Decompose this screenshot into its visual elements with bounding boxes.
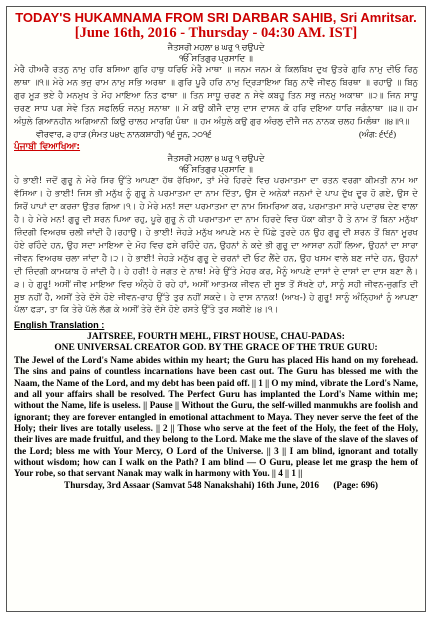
gurbani-ang: (ਅੰਗ: ੬੯੬) [358,129,396,139]
date-time-line: [June 16th, 2016 - Thursday - 04:30 AM. IST] [74,25,358,41]
gurbani-mool-mantar: ੴ ਸਤਿਗੁਰ ਪ੍ਰਸਾਦਿ ॥ [179,54,253,64]
gurbani-day: ਵੀਰਵਾਰ, ੩ ਹਾੜ (ਸੰਮਤ ੫੪੮ ਨਾਨਕਸ਼ਾਹੀ) ੧੬ ਜੂਨ, ੨੦੧੬ [36,129,212,139]
gurbani-date-row [14,129,418,141]
footer [14,480,418,492]
footer-date: Thursday, 3rd Assaar (Samvat 548 Nanakshahi) 16th June, 2016 [64,480,320,491]
footer-page: (Page: 696) [333,480,378,491]
gurbani-raag: ਜੈਤਸਰੀ ਮਹਲਾ ੪ ਘਰੁ ੧ ਚਉਪਦੇ [167,43,265,52]
english-mool-mantar: ONE UNIVERSAL CREATOR GOD. BY THE GRACE OF THE TRUE GURU: [54,343,378,354]
hukamnama-sheet [6,6,426,612]
english-translation-text: The Jewel of the Lord's Name abides within my heart; the Guru has placed His hand on my forehead. The sins and pains of countless incarnations have been cast out. The Guru has blessed me with the Naam, the Name of the Lord, and my debt has been paid off. || 1 || O my mind, vibrate the Lord's Name, and all your affairs shall be resolved. The Perfect Guru has implanted the Lord's Name within me; without the Name, life is useless. || Pause || Without the Guru, the self-willed manmukhs are foolish and ignorant; they are forever entangled in emotional attachment to Maya. They never serve the feet of the Holy; their lives are totally useless. || 2 || Those who serve at the feet of the Holy, the feet of the Holy, their lives are made fruitful, and they belong to the Lord. Make me the slave of the slave of the slaves of the Lord; bless me with Your Mercy, O Lord of the Universe. || 3 || I am blind, ignorant and totally without wisdom; how can I walk on the Path? I am blind — O Guru, please let me grasp the hem of Your robe, so that servant Nanak may walk in harmony with You. || 4 || 1 || [14,354,418,479]
english-translation-heading: English Translation : [14,320,105,331]
gurbani-text: ਮੇਰੈ ਹੀਅਰੈ ਰਤਨੁ ਨਾਮੁ ਹਰਿ ਬਸਿਆ ਗੁਰਿ ਹਾਥੁ ਧਰਿਓ ਮੇਰੈ ਮਾਥਾ ॥ ਜਨਮ ਜਨਮ ਕੇ ਕਿਲਬਿਖ ਦੁਖ ਉਤਰੇ ਗੁਰਿ ਨਾਮੁ ਦੀਓ ਰਿਨੁ ਲਾਥਾ ॥੧॥ ਮੇਰੇ ਮਨ ਭਜੁ ਰਾਮ ਨਾਮੁ ਸਭਿ ਅਰਥਾ ॥ ਗੁਰਿ ਪੂਰੈ ਹਰਿ ਨਾਮੁ ਦ੍ਰਿੜਾਇਆ ਬਿਨੁ ਨਾਵੈ ਜੀਵਨੁ ਬਿਰਥਾ ॥ ਰਹਾਉ ॥ ਬਿਨੁ ਗੁਰ ਮੂੜ ਭਏ ਹੈ ਮਨਮੁਖ ਤੇ ਮੋਹ ਮਾਇਆ ਨਿਤ ਫਾਥਾ ॥ ਤਿਨ ਸਾਧੂ ਚਰਣ ਨ ਸੇਵੇ ਕਬਹੂ ਤਿਨ ਸਭੁ ਜਨਮੁ ਅਕਾਥਾ ॥੨॥ ਜਿਨ ਸਾਧੂ ਚਰਣ ਸਾਧ ਪਗ ਸੇਵੇ ਤਿਨ ਸਫਲਿਓ ਜਨਮੁ ਸਨਾਥਾ ॥ ਮੋ ਕਉ ਕੀਜੈ ਦਾਸੁ ਦਾਸ ਦਾਸਨ ਕੋ ਹਰਿ ਦਇਆ ਧਾਰਿ ਜਗੰਨਾਥਾ ॥੩॥ ਹਮ ਅੰਧੁਲੇ ਗਿਆਨਹੀਨ ਅਗਿਆਨੀ ਕਿਉ ਚਾਲਹ ਮਾਰਗਿ ਪੰਥਾ ॥ ਹਮ ਅੰਧੁਲੇ ਕਉ ਗੁਰ ਅੰਚਲੁ ਦੀਜੈ ਜਨ ਨਾਨਕ ਚਲਹ ਮਿਲੰਥਾ ॥੪॥੧॥ [14,65,418,128]
english-raag: JAITSREE, FOURTH MEHL, FIRST HOUSE, CHAU-PADAS: [87,331,345,342]
vyakhya-raag: ਜੈਤਸਰੀ ਮਹਲਾ ੪ ਘਰੁ ੧ ਚਉਪਦੇ [167,153,265,163]
vyakhya-mool-mantar: ੴ ਸਤਿਗੁਰ ਪ੍ਰਸਾਦਿ ॥ [179,165,253,175]
vyakhya-text: ਹੇ ਭਾਈ! ਜਦੋਂ ਗੁਰੂ ਨੇ ਮੇਰੇ ਸਿਰ ਉੱਤੇ ਆਪਣਾ ਹੱਥ ਰੱਖਿਆ, ਤਾਂ ਮੇਰੇ ਹਿਰਦੇ ਵਿਚ ਪਰਮਾਤਮਾ ਦਾ ਰਤਨ ਵਰਗਾ ਕੀਮਤੀ ਨਾਮ ਆ ਵੱਸਿਆ। ਹੇ ਭਾਈ! ਜਿਸ ਭੀ ਮਨੁੱਖ ਨੂੰ ਗੁਰੂ ਨੇ ਪਰਮਾਤਮਾ ਦਾ ਨਾਮ ਦਿੱਤਾ, ਉਸ ਦੇ ਅਨੇਕਾਂ ਜਨਮਾਂ ਦੇ ਪਾਪ ਦੁੱਖ ਦੂਰ ਹੋ ਗਏ, ਉਸ ਦੇ ਸਿਰੋਂ ਪਾਪਾਂ ਦਾ ਕਰਜ਼ਾ ਉਤਰ ਗਿਆ।੧। ਹੇ ਮੇਰੇ ਮਨ! ਸਦਾ ਪਰਮਾਤਮਾ ਦਾ ਨਾਮ ਸਿਮਰਿਆ ਕਰ, ਪਰਮਾਤਮਾ ਸਾਰੇ ਪਦਾਰਥ ਦੇਣ ਵਾਲਾ ਹੈ। ਹੇ ਮੇਰੇ ਮਨ! ਗੁਰੂ ਦੀ ਸ਼ਰਨ ਪਿਆ ਰਹੁ, ਪੂਰੇ ਗੁਰੂ ਨੇ ਹੀ ਪਰਮਾਤਮਾ ਦਾ ਨਾਮ ਹਿਰਦੇ ਵਿਚ ਪੱਕਾ ਕੀਤਾ ਹੈ ਤੇ ਨਾਮ ਤੋਂ ਬਿਨਾ ਮਨੁੱਖਾ ਜ਼ਿੰਦਗੀ ਵਿਅਰਥ ਚਲੀ ਜਾਂਦੀ ਹੈ।ਰਹਾਉ। ਹੇ ਭਾਈ! ਜੇਹੜੇ ਮਨੁੱਖ ਆਪਣੇ ਮਨ ਦੇ ਪਿੱਛੇ ਤੁਰਦੇ ਹਨ ਉਹ ਗੁਰੂ ਦੀ ਸ਼ਰਨ ਤੋਂ ਬਿਨਾ ਮੂਰਖ ਹੋਏ ਰਹਿੰਦੇ ਹਨ, ਉਹ ਸਦਾ ਮਾਇਆ ਦੇ ਮੋਹ ਵਿਚ ਫਸੇ ਰਹਿੰਦੇ ਹਨ, ਉਹਨਾਂ ਨੇ ਕਦੇ ਭੀ ਗੁਰੂ ਦਾ ਆਸਰਾ ਨਹੀਂ ਲਿਆ, ਉਹਨਾਂ ਦਾ ਸਾਰਾ ਜੀਵਨ ਵਿਅਰਥ ਚਲਾ ਜਾਂਦਾ ਹੈ।੨। ਹੇ ਭਾਈ! ਜੇਹੜੇ ਮਨੁੱਖ ਗੁਰੂ ਦੇ ਚਰਨਾਂ ਦੀ ਓਟ ਲੈਂਦੇ ਹਨ, ਉਹ ਖਸਮ ਵਾਲੇ ਬਣ ਜਾਂਦੇ ਹਨ, ਉਹਨਾਂ ਦੀ ਜ਼ਿੰਦਗੀ ਕਾਮਯਾਬ ਹੋ ਜਾਂਦੀ ਹੈ। ਹੇ ਹਰੀ! ਹੇ ਜਗਤ ਦੇ ਨਾਥ! ਮੇਰੇ ਉੱਤੇ ਮੇਹਰ ਕਰ, ਮੈਨੂੰ ਆਪਣੇ ਦਾਸਾਂ ਦੇ ਦਾਸਾਂ ਦਾ ਦਾਸ ਬਣਾ ਲੈ।੩। ਹੇ ਗੁਰੂ! ਅਸੀਂ ਜੀਵ ਮਾਇਆ ਵਿਚ ਅੰਨ੍ਹੇ ਹੋ ਰਹੇ ਹਾਂ, ਅਸੀਂ ਆਤਮਕ ਜੀਵਨ ਦੀ ਸੂਝ ਤੋਂ ਸੱਖਣੇ ਹਾਂ, ਸਾਨੂੰ ਸਹੀ ਜੀਵਨ-ਜੁਗਤਿ ਦੀ ਸੂਝ ਨਹੀਂ ਹੈ, ਅਸੀਂ ਤੇਰੇ ਦੱਸੇ ਹੋਏ ਜੀਵਨ-ਰਾਹ ਉੱਤੇ ਤੁਰ ਨਹੀਂ ਸਕਦੇ। ਹੇ ਦਾਸ ਨਾਨਕ! (ਆਖ-) ਹੇ ਗੁਰੂ! ਸਾਨੂੰ ਅੰਨ੍ਹਿਆਂ ਨੂੰ ਆਪਣਾ ਪੱਲਾ ਫੜਾ, ਤਾ ਕਿ ਤੇਰੇ ਪੱਲੇ ਲੱਗ ਕੇ ਅਸੀਂ ਤੇਰੇ ਦੱਸੇ ਹੋਏ ਰਸਤੇ ਉੱਤੇ ਤੁਰ ਸਕੀਏ।੪।੧। [14,176,418,316]
page-title: TODAY'S HUKAMNAMA FROM SRI DARBAR SAHIB, Sri Amritsar. [15,10,417,25]
punjabi-vyakhya-heading: ਪੰਜਾਬੀ ਵਿਆਖਿਆ: [14,141,81,152]
